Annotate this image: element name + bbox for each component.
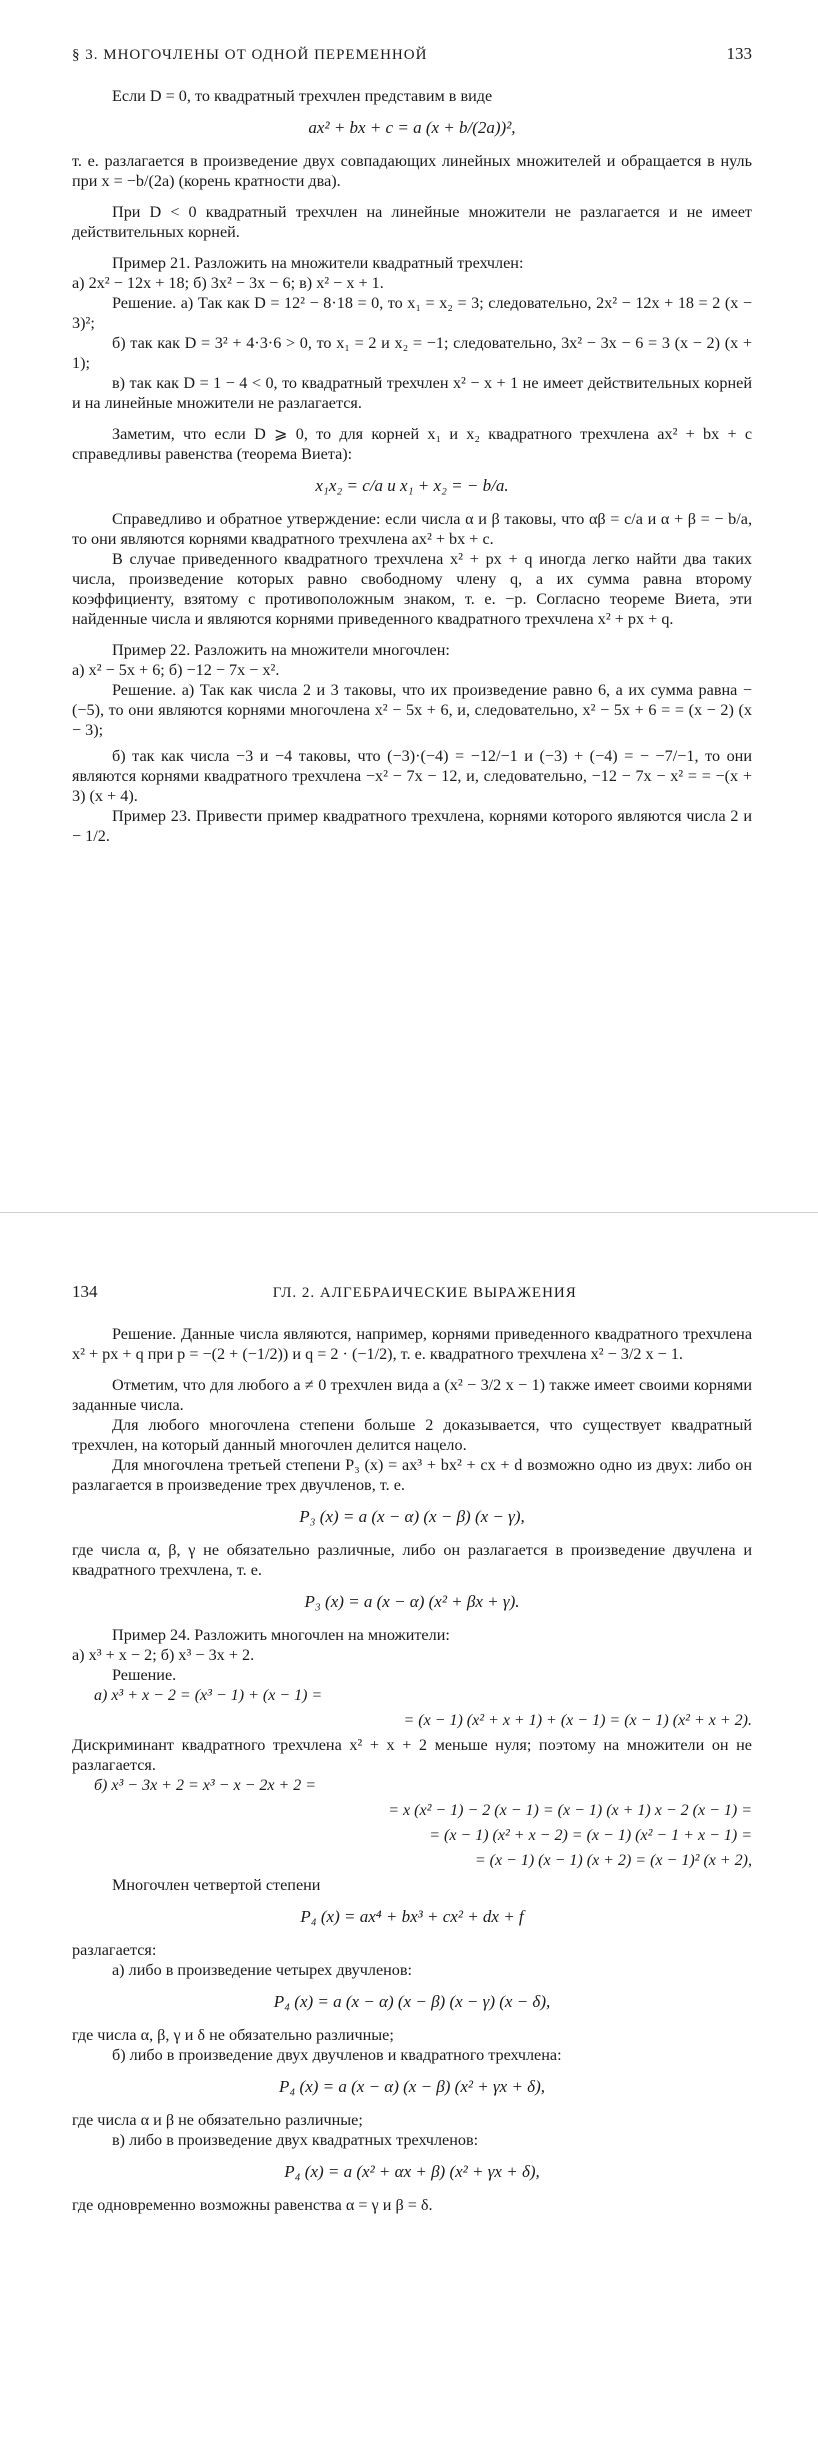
example-heading: Пример 23. Привести пример квадратного трехчлена, корнями которого являются числа 2 и − 1/2. [72, 807, 752, 845]
paragraph: Дискриминант квадратного трехчлена x² + x + 2 меньше нуля; поэтому на множители он не разлагается. [72, 1736, 752, 1774]
list-item: в) либо в произведение двух квадратных трехчленов: [112, 2131, 479, 2149]
example-heading: Пример 21. Разложить на множители квадратный трехчлен: [112, 254, 524, 272]
running-header [72, 44, 752, 64]
list-item: б) либо в произведение двух двучленов и квадратного трехчлена: [112, 2046, 562, 2064]
list-item: а) либо в произведение четырех двучленов: [112, 1961, 413, 1979]
running-header [72, 1282, 752, 1302]
formula: P₄ (x) = a (x² + αx + β) (x² + γx + δ), [284, 2162, 540, 2181]
solution-label: Решение. [112, 1666, 177, 1684]
formula: P₄ (x) = ax⁴ + bx³ + cx² + dx + f [300, 1907, 524, 1926]
page-number: 133 [726, 44, 752, 63]
formula: x₁x₂ = c/a и x₁ + x₂ = − b/a. [315, 476, 509, 495]
page-133 [0, 0, 818, 1205]
paragraph: При D < 0 квадратный трехчлен на линейные множители не разлагается и не имеет действительных корней. [72, 203, 752, 241]
solution: в) так как D = 1 − 4 < 0, то квадратный трехчлен x² − x + 1 не имеет действительных корней и на линейные множители не разлагается. [72, 374, 752, 412]
paragraph: где числа α, β, γ и δ не обязательно различные; [72, 2026, 394, 2044]
paragraph: В случае приведенного квадратного трехчлена x² + px + q иногда легко найти два таких числа, произведение которых равно свободному члену q, а их сумма равна второму коэффициенту, взятому с противоположным знаком, т. е. −p. Согласно теореме Виета, эти найденные числа и являются корнями приведенного квадратного трехчлена x² + px + q. [72, 550, 752, 628]
solution: Решение. Данные числа являются, например, корнями приведенного квадратного трехчлена x² + px + q при p = −(2 + (−1/2)) и q = 2 · (−1/2), т. е. квадратного трехчлена x² − 3/2 x − 1. [72, 1325, 752, 1363]
paragraph: Для любого многочлена степени больше 2 доказывается, что существует квадратный трехчлен, на который данный многочлен делится нацело. [72, 1416, 752, 1454]
paragraph: где одновременно возможны равенства α = γ и β = δ. [72, 2196, 433, 2214]
formula: P₃ (x) = a (x − α) (x − β) (x − γ), [299, 1507, 525, 1526]
paragraph: разлагается: [72, 1941, 157, 1959]
page-number: 134 [72, 1282, 98, 1301]
formula: P₃ (x) = a (x − α) (x² + βx + γ). [304, 1592, 520, 1611]
derivation-line: б) x³ − 3x + 2 = x³ − x − 2x + 2 = [94, 1777, 317, 1794]
paragraph: где числа α и β не обязательно различные; [72, 2111, 363, 2129]
formula: P₄ (x) = a (x − α) (x − β) (x − γ) (x − δ), [273, 1992, 551, 2011]
paragraph: т. е. разлагается в произведение двух совпадающих линейных множителей и обращается в нуль при x = −b/(2a) (корень кратности два). [72, 152, 752, 190]
paragraph: Отметим, что для любого a ≠ 0 трехчлен вида a (x² − 3/2 x − 1) также имеет своими корнями заданные числа. [72, 1376, 752, 1414]
paragraph: Заметим, что если D ⩾ 0, то для корней x₁ и x₂ квадратного трехчлена ax² + bx + c справедливы равенства (теорема Виета): [72, 425, 752, 463]
paragraph: Многочлен четвертой степени [112, 1876, 321, 1894]
solution: Решение. а) Так как числа 2 и 3 таковы, что их произведение равно 6, а их сумма равна −(−5), то они являются корнями многочлена x² − 5x + 6, и, следовательно, x² − 5x + 6 = = (x − 2) (x − 3); [72, 681, 752, 739]
paragraph: Для многочлена третьей степени P₃ (x) = ax³ + bx² + cx + d возможно одно из двух: либо он разлагается в произведение трех двучленов, т. е. [72, 1456, 752, 1494]
page-divider [0, 1212, 818, 1213]
example-items: а) x² − 5x + 6; б) −12 − 7x − x². [72, 661, 280, 679]
formula: P₄ (x) = a (x − α) (x − β) (x² + γx + δ), [278, 2077, 545, 2096]
derivation-line: = (x − 1) (x² + x + 1) + (x − 1) = (x − 1) (x² + x + 2). [403, 1712, 752, 1729]
paragraph: Справедливо и обратное утверждение: если числа α и β таковы, что αβ = c/a и α + β = − b/a, то они являются корнями квадратного трехчлена ax² + bx + c. [72, 510, 752, 548]
paragraph: где числа α, β, γ не обязательно различные, либо он разлагается в произведение двучлена и квадратного трехчлена, т. е. [72, 1541, 752, 1579]
chapter-title: ГЛ. 2. АЛГЕБРАИЧЕСКИЕ ВЫРАЖЕНИЯ [272, 1285, 577, 1301]
section-title: § 3. МНОГОЧЛЕНЫ ОТ ОДНОЙ ПЕРЕМЕННОЙ [72, 47, 428, 63]
solution: б) так как D = 3² + 4·3·6 > 0, то x₁ = 2 и x₂ = −1; следовательно, 3x² − 3x − 6 = 3 (x − 2) (x + 1); [72, 334, 752, 372]
formula: ax² + bx + c = a (x + b/(2a))², [308, 118, 516, 137]
derivation-line: = x (x² − 1) − 2 (x − 1) = (x − 1) (x + 1) x − 2 (x − 1) = [388, 1802, 752, 1819]
paragraph: Если D = 0, то квадратный трехчлен представим в виде [112, 87, 493, 105]
derivation-line: а) x³ + x − 2 = (x³ − 1) + (x − 1) = [94, 1687, 323, 1704]
derivation-line: = (x − 1) (x² + x − 2) = (x − 1) (x² − 1 + x − 1) = [429, 1827, 752, 1844]
solution: Решение. а) Так как D = 12² − 8·18 = 0, то x₁ = x₂ = 3; следовательно, 2x² − 12x + 18 = 2 (x − 3)²; [72, 294, 752, 332]
solution: б) так как числа −3 и −4 таковы, что (−3)·(−4) = −12/−1 и (−3) + (−4) = − −7/−1, то они являются корнями квадратного трехчлена −x² − 7x − 12, и, следовательно, −12 − 7x − x² = = −(x + 3) (x + 4). [72, 747, 752, 805]
example-items: а) x³ + x − 2; б) x³ − 3x + 2. [72, 1646, 255, 1664]
derivation-line: = (x − 1) (x − 1) (x + 2) = (x − 1)² (x + 2), [474, 1852, 752, 1869]
page-134 [0, 1238, 818, 2440]
example-heading: Пример 22. Разложить на множители многочлен: [112, 641, 450, 659]
example-heading: Пример 24. Разложить многочлен на множители: [112, 1626, 450, 1644]
example-items: а) 2x² − 12x + 18; б) 3x² − 3x − 6; в) x² − x + 1. [72, 274, 384, 292]
